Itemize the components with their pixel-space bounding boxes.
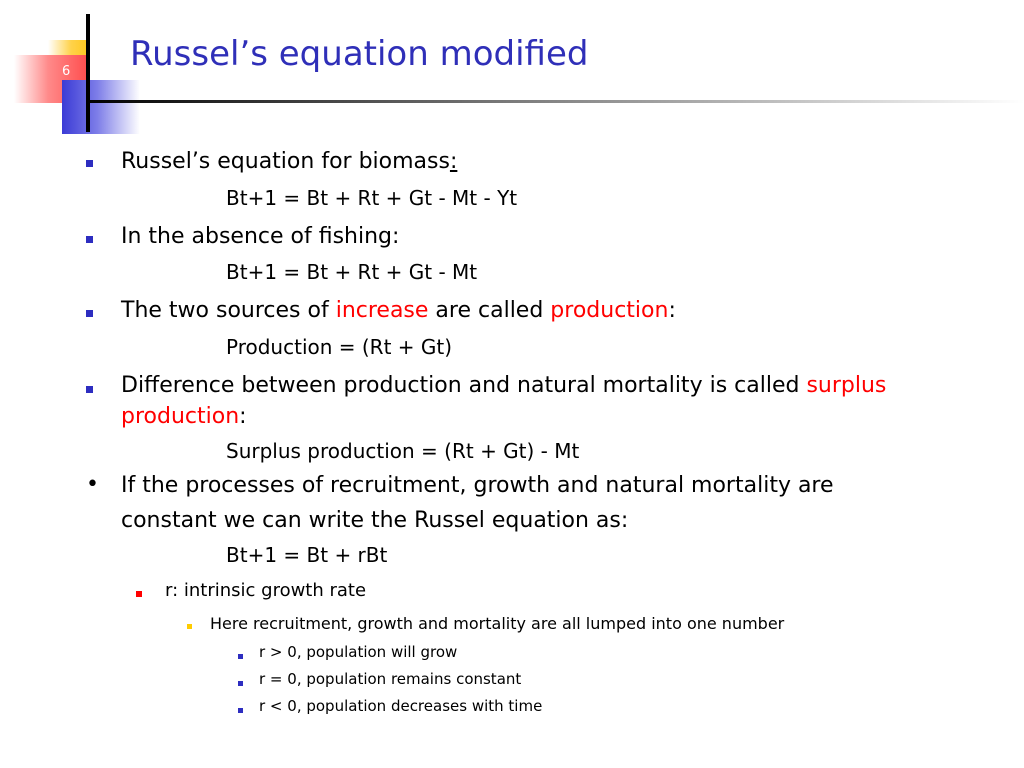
bullet-colon: : <box>449 149 458 174</box>
decor-blue-square <box>62 80 140 134</box>
bullet-constant-line1: If the processes of recruitment, growth and natural mortality are <box>121 473 834 498</box>
bullet-biomass <box>121 149 457 174</box>
bullet-square-icon <box>86 386 93 393</box>
bullet-constant-line2: constant we can write the Russel equation as: <box>121 508 629 533</box>
equation-r: Bt+1 = Bt + rBt <box>226 543 388 567</box>
highlight-production: production <box>121 404 240 429</box>
bullet-surplus <box>121 373 886 398</box>
text: are called <box>428 298 551 323</box>
text: The two sources of <box>121 298 336 323</box>
equation-no-fishing: Bt+1 = Bt + Rt + Gt - Mt <box>226 260 478 284</box>
equation-surplus: Surplus production = (Rt + Gt) - Mt <box>226 439 580 463</box>
highlight-increase: increase <box>335 298 429 323</box>
sub-constant: r = 0, population remains constant <box>259 670 522 688</box>
highlight-production: production <box>550 298 669 323</box>
bullet-surplus-cont <box>121 404 247 429</box>
bullet-small-icon <box>238 708 243 713</box>
equation-full: Bt+1 = Bt + Rt + Gt - Mt - Yt <box>226 186 518 210</box>
text: Difference between production and natural mortality is called <box>121 373 807 398</box>
sub-grow: r > 0, population will grow <box>259 643 458 661</box>
text: : <box>239 404 247 429</box>
bullet-square-icon <box>86 310 93 317</box>
bullet-small-icon <box>238 654 243 659</box>
bullet-yellow-icon <box>187 624 192 629</box>
bullet-red-icon <box>136 591 142 597</box>
decor-vertical-line <box>86 14 90 132</box>
slide-number: 6 <box>62 64 71 79</box>
sub-intrinsic-rate: r: intrinsic growth rate <box>165 580 367 601</box>
bullet-no-fishing: In the absence of fishing: <box>121 224 400 249</box>
slide-title: Russel’s equation modified <box>130 34 589 74</box>
bullet-square-icon <box>86 160 93 167</box>
sub-decrease: r < 0, population decreases with time <box>259 697 543 715</box>
decor-horizontal-line <box>86 100 1024 103</box>
bullet-production <box>121 298 676 323</box>
bullet-text: Russel’s equation for biomass <box>121 149 450 174</box>
text: : <box>668 298 676 323</box>
bullet-square-icon <box>86 236 93 243</box>
sub-lumped: Here recruitment, growth and mortality are all lumped into one number <box>210 614 785 633</box>
highlight-surplus: surplus <box>806 373 887 398</box>
bullet-small-icon <box>238 681 243 686</box>
equation-production: Production = (Rt + Gt) <box>226 335 453 359</box>
bullet-dot-icon: • <box>86 472 99 497</box>
